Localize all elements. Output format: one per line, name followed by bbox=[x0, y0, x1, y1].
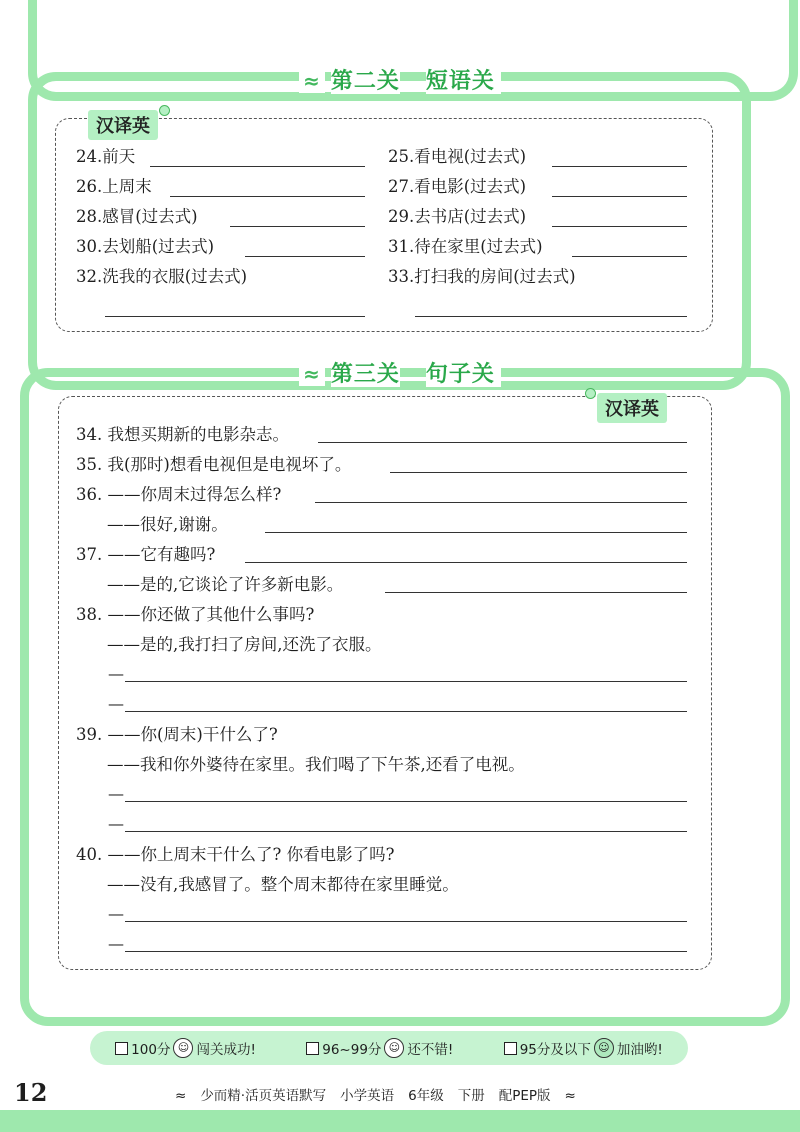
phrase-26: 26.上周末 bbox=[76, 177, 152, 196]
tag-dot-icon bbox=[585, 388, 596, 399]
answer-line-32[interactable] bbox=[105, 316, 365, 317]
section2-title bbox=[0, 64, 800, 95]
sentence-37b: ——是的,它谈论了许多新电影。 bbox=[107, 575, 344, 594]
answer-line-28[interactable] bbox=[230, 226, 365, 227]
section3-title-b: 句子关 bbox=[426, 362, 501, 387]
waves-icon: ≈ bbox=[175, 1088, 187, 1104]
waves-icon: ≈ bbox=[299, 362, 325, 386]
section3-tag-label: 汉译英 bbox=[605, 399, 659, 420]
waves-icon: ≈ bbox=[564, 1088, 576, 1104]
answer-dash-39a: — bbox=[108, 784, 124, 803]
phrase-24: 24.前天 bbox=[76, 147, 136, 166]
phrase-27: 27.看电影(过去式) bbox=[388, 177, 527, 196]
sentence-40b: ——没有,我感冒了。整个周末都待在家里睡觉。 bbox=[107, 875, 459, 894]
answer-line-38a[interactable] bbox=[125, 681, 687, 682]
answer-line-34[interactable] bbox=[318, 442, 687, 443]
bottom-wave-decoration bbox=[0, 1110, 800, 1132]
smile-face-icon: ☺ bbox=[384, 1038, 404, 1058]
cheer-face-icon: ☺ bbox=[173, 1038, 193, 1058]
waves-icon: ≈ bbox=[299, 69, 325, 93]
sentence-40a: 40. ——你上周末干什么了? 你看电影了吗? bbox=[76, 845, 395, 864]
section2-tag bbox=[88, 110, 158, 140]
answer-line-29[interactable] bbox=[552, 226, 687, 227]
answer-line-31[interactable] bbox=[572, 256, 687, 257]
section3-title-a: 第三关 bbox=[330, 362, 400, 387]
section2-tag-label: 汉译英 bbox=[96, 116, 150, 137]
score-item-2: 96~99分 ☺ 还不错! bbox=[306, 1038, 453, 1058]
section2-title-a: 第二关 bbox=[330, 69, 400, 94]
checkbox-96-99[interactable] bbox=[306, 1042, 319, 1055]
section3-title bbox=[0, 357, 800, 388]
sentence-34: 34. 我想买期新的电影杂志。 bbox=[76, 425, 289, 444]
sentence-36b: ——很好,谢谢。 bbox=[107, 515, 228, 534]
answer-line-35[interactable] bbox=[390, 472, 687, 473]
score-item-1: 100分 ☺ 闯关成功! bbox=[115, 1038, 256, 1058]
phrase-33: 33.打扫我的房间(过去式) bbox=[388, 267, 576, 286]
tag-dot-icon bbox=[159, 105, 170, 116]
phrase-32: 32.洗我的衣服(过去式) bbox=[76, 267, 248, 286]
answer-line-40b[interactable] bbox=[125, 951, 687, 952]
answer-line-33[interactable] bbox=[415, 316, 687, 317]
answer-line-25[interactable] bbox=[552, 166, 687, 167]
answer-dash-38b: — bbox=[108, 694, 124, 713]
encourage-face-icon: ☺ bbox=[594, 1038, 614, 1058]
book-info: ≈ 少而精·活页英语默写 小学英语 6年级 下册 配PEP版 ≈ bbox=[175, 1088, 576, 1104]
phrase-30: 30.去划船(过去式) bbox=[76, 237, 215, 256]
answer-line-36b[interactable] bbox=[265, 532, 687, 533]
section2-title-b: 短语关 bbox=[426, 69, 501, 94]
answer-line-37a[interactable] bbox=[245, 562, 687, 563]
answer-line-37b[interactable] bbox=[385, 592, 687, 593]
sentence-39a: 39. ——你(周末)干什么了? bbox=[76, 725, 278, 744]
sentence-38b: ——是的,我打扫了房间,还洗了衣服。 bbox=[107, 635, 382, 654]
answer-line-39a[interactable] bbox=[125, 801, 687, 802]
checkbox-95-below[interactable] bbox=[504, 1042, 517, 1055]
sentence-38a: 38. ——你还做了其他什么事吗? bbox=[76, 605, 315, 624]
answer-line-39b[interactable] bbox=[125, 831, 687, 832]
answer-dash-39b: — bbox=[108, 814, 124, 833]
section3-tag bbox=[597, 393, 667, 423]
answer-line-40a[interactable] bbox=[125, 921, 687, 922]
score-bar bbox=[90, 1031, 688, 1065]
answer-line-36a[interactable] bbox=[315, 502, 687, 503]
answer-line-38b[interactable] bbox=[125, 711, 687, 712]
score-item-3: 95分及以下 ☺ 加油哟! bbox=[504, 1038, 663, 1058]
phrase-25: 25.看电视(过去式) bbox=[388, 147, 527, 166]
answer-line-27[interactable] bbox=[552, 196, 687, 197]
answer-dash-40a: — bbox=[108, 904, 124, 923]
answer-dash-40b: — bbox=[108, 934, 124, 953]
sentence-39b: ——我和你外婆待在家里。我们喝了下午茶,还看了电视。 bbox=[107, 755, 525, 774]
sentence-36a: 36. ——你周末过得怎么样? bbox=[76, 485, 282, 504]
phrase-31: 31.待在家里(过去式) bbox=[388, 237, 543, 256]
answer-line-24[interactable] bbox=[150, 166, 365, 167]
answer-line-30[interactable] bbox=[245, 256, 365, 257]
answer-dash-38a: — bbox=[108, 664, 124, 683]
answer-line-26[interactable] bbox=[170, 196, 365, 197]
phrase-28: 28.感冒(过去式) bbox=[76, 207, 198, 226]
page-number: 12 bbox=[14, 1078, 48, 1107]
checkbox-100[interactable] bbox=[115, 1042, 128, 1055]
phrase-29: 29.去书店(过去式) bbox=[388, 207, 527, 226]
sentence-35: 35. 我(那时)想看电视但是电视坏了。 bbox=[76, 455, 352, 474]
sentence-37a: 37. ——它有趣吗? bbox=[76, 545, 216, 564]
